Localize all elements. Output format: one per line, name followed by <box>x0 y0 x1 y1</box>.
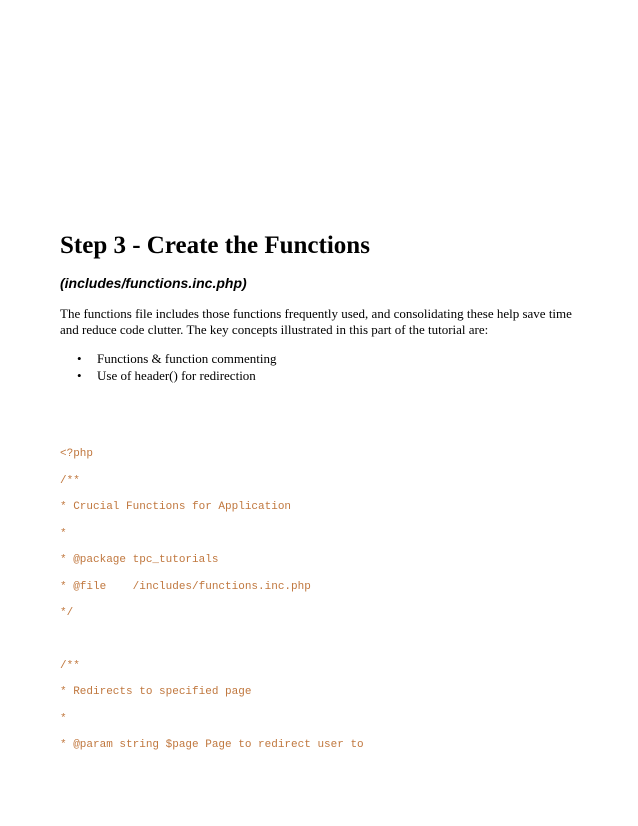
code-line: * @file /includes/functions.inc.php <box>60 581 311 593</box>
bullet-icon: • <box>77 351 82 366</box>
page-title: Step 3 - Create the Functions <box>60 232 370 259</box>
file-path-subheading: (includes/functions.inc.php) <box>60 275 247 291</box>
list-item <box>60 350 276 367</box>
code-line: */ <box>60 607 74 619</box>
code-line: * @package tpc_tutorials <box>60 554 219 566</box>
list-item-text: Functions & function commenting <box>97 351 277 366</box>
code-line: /** <box>60 475 80 487</box>
code-line: * Redirects to specified page <box>60 686 252 698</box>
intro-paragraph: The functions file includes those functions frequently used, and consolidating these help save time and reduce code clutter. The key concepts illustrated in this part of the tutorial are: <box>60 306 572 337</box>
code-line: <?php <box>60 448 94 460</box>
bullet-icon: • <box>77 368 82 383</box>
code-line: * <box>60 713 67 725</box>
code-line: /** <box>60 660 80 672</box>
code-line: * @param string $page Page to redirect user to <box>60 739 364 751</box>
code-line: * <box>60 528 67 540</box>
list-item <box>60 367 276 384</box>
key-concepts-list <box>60 350 276 384</box>
list-item-text: Use of header() for redirection <box>97 368 256 383</box>
code-line: * Crucial Functions for Application <box>60 501 292 513</box>
